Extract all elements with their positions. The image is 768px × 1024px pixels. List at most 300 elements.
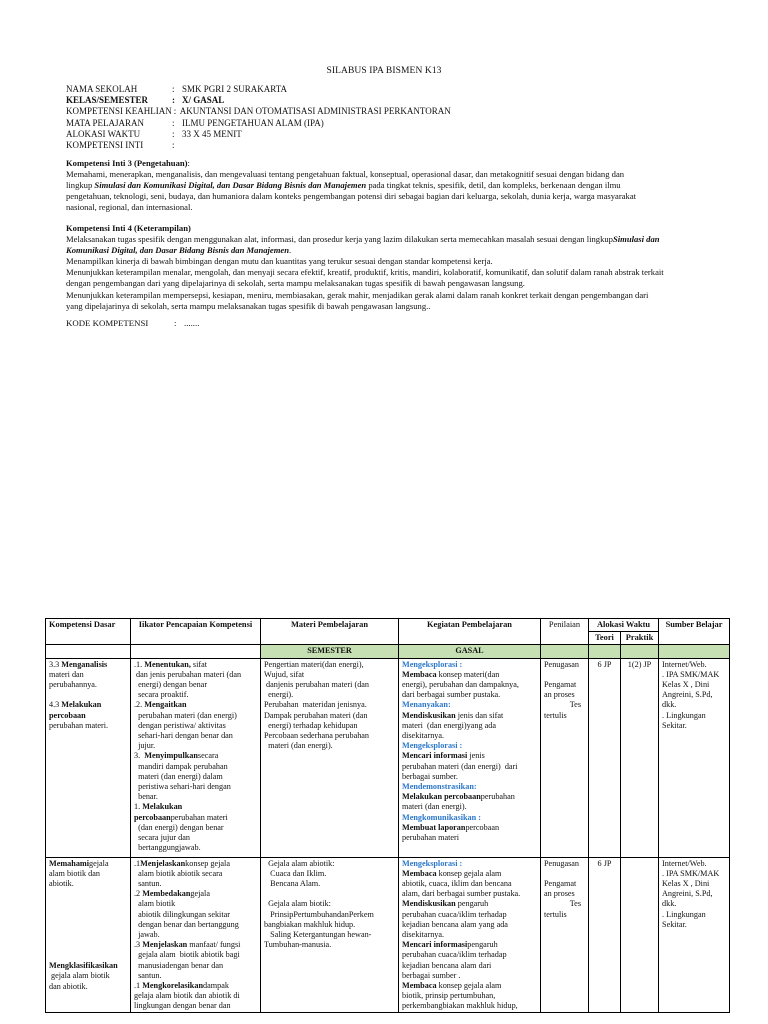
cell-line [134, 869, 257, 879]
cell-line: Sekitar. [662, 919, 687, 929]
cell-line [134, 991, 257, 1001]
ki4-line [66, 234, 702, 245]
cell-text: 4.3 [49, 700, 62, 710]
cell-line [402, 751, 537, 761]
cell-text: disekitarnya. [402, 731, 445, 741]
step-heading: Mengkomunikasikan : [402, 812, 481, 822]
praktik-value: 1(2) JP [627, 659, 652, 669]
col-header-materi: Materi Pembelajaran [261, 619, 399, 645]
identity-header [66, 84, 451, 151]
cell-line: dkk. [662, 899, 677, 909]
cell-text: .2. [134, 700, 145, 710]
cell-line [402, 731, 537, 741]
cell-line [402, 680, 537, 690]
step-heading: Mendemonstrasikan: [402, 782, 477, 792]
ki4-line: Menunjukkan keterampilan menalar, mengolah, dan menyaji secara efektif, kreatif, produktif, kritis, mandiri, kolaboratif, komunikatif, dan solutif dalam ranah abstrak terkait [66, 267, 664, 278]
ki4-emphasis: Simulasi dan [612, 234, 660, 245]
cell-line [134, 711, 257, 721]
cell-text: biotik, prinsip pertumbuhan, [402, 991, 496, 1001]
kode-value: ....... [184, 318, 200, 328]
cell-line [264, 889, 395, 899]
col-header-penilaian: Penilaian [541, 619, 589, 645]
kd-lines [49, 859, 127, 1011]
cell-text: dan abiotik. [49, 981, 88, 991]
materi-lines [264, 859, 395, 1011]
step-heading: Mengeksplorasi : [402, 858, 463, 868]
cell-line [134, 680, 257, 690]
kegiatan-lines [402, 859, 537, 1011]
header-label: MATA PELAJARAN [66, 117, 145, 128]
cell-emphasis: Membuat laporan [402, 822, 466, 832]
ki3-heading: Kompetensi Inti 3 (Pengetahuan) [66, 158, 188, 168]
cell-line [134, 751, 257, 761]
cell-text: dari berbagai sumber pustaka. [402, 690, 501, 700]
cell-line [134, 670, 257, 680]
cell-text: secara jujur dan [134, 833, 190, 843]
cell-emphasis: Melakukan [61, 700, 102, 710]
cell-line: tertulis [544, 909, 567, 919]
cell-line: Dampak perubahan materi (dan [264, 710, 368, 720]
cell-line [49, 869, 127, 879]
semester-label: SEMESTER [261, 645, 399, 658]
cell-line [134, 930, 257, 940]
cell-line [402, 961, 537, 971]
cell-line [402, 869, 537, 879]
cell-text: berbagai sumber. [402, 771, 458, 781]
cell-line: Percobaan sederhana perubahan [264, 731, 370, 741]
cell-text: konsep gejala alam [436, 868, 502, 878]
cell-line [134, 859, 257, 869]
semester-fill [541, 645, 589, 658]
cell-line: . Lingkungan [662, 710, 706, 720]
cell-text: manfaat/ fungsi [187, 940, 241, 950]
cell-text: perubahan [480, 792, 515, 802]
cell-line: Cuaca dan Iklim. [264, 868, 327, 878]
header-label: KOMPETENSI INTI [66, 140, 144, 151]
cell-line: Internet/Web. [662, 659, 707, 669]
header-value: X/ GASAL [182, 95, 225, 106]
teori-value: 6 JP [597, 659, 612, 669]
cell-text: materi (dan energi). [402, 802, 467, 812]
cell-sumber [659, 857, 730, 1012]
cell-text: santun. [134, 970, 162, 980]
cell-emphasis: Mengkorelasikan [142, 981, 203, 991]
document-title: SILABUS IPA BISMEN K13 [326, 66, 442, 76]
cell-materi [261, 857, 399, 1012]
cell-line: Gejala alam abiotik: [264, 858, 335, 868]
ipk-lines [134, 660, 257, 856]
cell-text: .1. [134, 659, 145, 669]
cell-line [49, 670, 127, 680]
ki4-line: Menunjukkan keterampilan mempersepsi, kesiapan, meniru, membiasakan, gerak mahir, menjadikan gerak alami dalam ranah konkret terkait dengan pengembangan dari [66, 289, 649, 300]
header-sep: : [172, 84, 175, 94]
cell-emphasis: Mencari informasi [402, 940, 468, 950]
header-label: NAMA SEKOLAH [66, 84, 138, 94]
cell-emphasis: percobaan [49, 710, 86, 720]
cell-text: abiotik, cuaca, iklim dan bencana [402, 879, 512, 889]
step-heading: Mengeksplorasi : [402, 659, 463, 669]
cell-kd [46, 658, 131, 857]
ki3-section [66, 158, 702, 213]
header-row [66, 140, 451, 151]
cell-line [134, 950, 257, 960]
ki4-line: dengan pengembangan dari yang dipelajarinya di sekolah, serta mampu melaksanakan tugas spesifik di bawah pengawasan langsung. [66, 278, 525, 289]
cell-line [134, 731, 257, 741]
cell-line [402, 670, 537, 680]
cell-text: gejala alam biotik abiotik bagi [134, 950, 240, 960]
cell-line [402, 711, 537, 721]
cell-line [134, 660, 257, 670]
ki3-text: lingkup [66, 180, 95, 191]
cell-emphasis: Menentukan, [144, 659, 191, 669]
cell-line [402, 700, 537, 710]
cell-ipk [131, 658, 261, 857]
cell-line: PrinsipPertumbuhandanPerkem [264, 909, 374, 919]
cell-emphasis: Melakukan percobaan [402, 792, 481, 802]
cell-praktik [621, 857, 659, 1012]
cell-emphasis: Mengklasifikasikan [49, 961, 118, 971]
cell-line [134, 889, 257, 899]
cell-text: .2 [134, 889, 143, 899]
cell-text: gejala alam biotik [49, 971, 110, 981]
cell-line [402, 721, 537, 731]
cell-text: perubahan materi. [49, 720, 109, 730]
cell-line [49, 721, 127, 731]
cell-emphasis: Mendiskusikan [402, 710, 456, 720]
table-header-row [46, 619, 730, 632]
cell-emphasis: Memahami [49, 858, 90, 868]
cell-text: sehari-hari dengan benar dan [134, 731, 233, 741]
cell-line: Pengamat [544, 680, 577, 690]
ki3-line [66, 180, 702, 191]
ki3-text: pada tingkat teknis, spesifik, detil, dan kompleks, berkenaan dengan ilmu [366, 180, 621, 191]
cell-text: alam biotik [134, 899, 176, 909]
header-sep: : [172, 117, 175, 128]
cell-text: manusiadengan benar dan [134, 960, 224, 970]
cell-line [134, 940, 257, 950]
cell-line [134, 823, 257, 833]
cell-line [134, 741, 257, 751]
cell-line [402, 879, 537, 889]
cell-text: berbagai sumber . [402, 970, 461, 980]
cell-text: benar. [134, 792, 158, 802]
ki3-line: nasional, regional, dan internasional. [66, 202, 193, 213]
cell-text: pengaruh [455, 899, 489, 909]
kegiatan-lines [402, 660, 537, 856]
cell-line [49, 680, 127, 690]
cell-line [402, 950, 537, 960]
sumber-lines [662, 660, 726, 856]
cell-line [402, 899, 537, 909]
cell-text: bertanggungjawab. [134, 843, 201, 853]
col-header-kd: Kompetensi Dasar [46, 619, 131, 645]
cell-text: 1. [134, 802, 143, 812]
header-sep: : [172, 128, 175, 139]
ki4-text: . [289, 245, 292, 256]
cell-line [402, 782, 537, 792]
cell-line [402, 802, 537, 812]
cell-line [134, 843, 257, 853]
cell-line [402, 690, 537, 700]
cell-text: perubahan materi (dan energi) dari [402, 761, 518, 771]
cell-line [49, 961, 127, 971]
cell-line [544, 670, 585, 680]
ki4-section [66, 223, 702, 312]
cell-line [402, 772, 537, 782]
cell-line: tertulis [544, 710, 567, 720]
cell-line: Tumbuhan-manusia. [264, 940, 332, 950]
ki4-line: Menampilkan kinerja di bawah bimbingan dengan mutu dan kuantitas yang terukur sesuai dengan standar kompetensi kerja. [66, 256, 493, 267]
cell-line: . IPA SMK/MAK [662, 669, 720, 679]
cell-line [49, 690, 127, 700]
semester-blank [131, 645, 261, 658]
cell-line: Pengertian materi(dan energi), [264, 659, 364, 669]
cell-line [134, 802, 257, 812]
ki4-emphasis: Komunikasi Digital, dan Dasar Bidang Bisnis dan Manajemen [66, 245, 290, 256]
cell-line [402, 910, 537, 920]
cell-line: energi). [264, 690, 294, 700]
cell-text: materi (dan energi)yang ada [402, 720, 496, 730]
cell-line [402, 823, 537, 833]
ki3-emphasis: Simulasi dan Komunikasi Digital, dan Dasar Bidang Bisnis dan Manajemen [94, 180, 367, 191]
cell-line [402, 833, 537, 843]
header-value: AKUNTANSI DAN OTOMATISASI ADMINISTRASI PERKANTORAN [179, 106, 451, 117]
cell-text: kejadian bencana alam dari [402, 960, 492, 970]
cell-line [134, 981, 257, 991]
cell-text: perubahan cuaca/iklim terhadap [402, 909, 507, 919]
cell-line [402, 981, 537, 991]
cell-line [402, 889, 537, 899]
kode-kompetensi [66, 318, 199, 328]
table-row [46, 658, 730, 857]
cell-text: dan jenis perubahan materi (dan [134, 669, 242, 679]
semester-blank [46, 645, 131, 658]
cell-text: energi) dengan benar [134, 680, 208, 690]
ki3-line: Memahami, menerapkan, menganalisis, dan mengevaluasi tentang pengetahuan faktual, konseptual, operasional dasar, dan metakognitif sesuai dengan bidang dan [66, 169, 625, 180]
cell-teori [589, 658, 621, 857]
ki4-line: yang dipelajarinya di sekolah, serta mampu melaksanakan tugas spesifik di bawah pengawasan langsung.. [66, 300, 431, 311]
cell-line [49, 971, 127, 981]
cell-kegiatan [399, 658, 541, 857]
step-heading: Menanyakan: [402, 700, 451, 710]
header-sep: : [173, 106, 177, 117]
cell-line: Pengamat [544, 879, 577, 889]
materi-lines [264, 660, 395, 856]
cell-text: .1 [134, 981, 143, 991]
teori-value: 6 JP [597, 858, 612, 868]
cell-text: abiotik dilingkungan sekitar [134, 909, 230, 919]
cell-line [134, 910, 257, 920]
cell-emphasis: Membaca [402, 981, 437, 991]
cell-text: sifat [190, 659, 208, 669]
cell-line: materi (dan energi). [264, 741, 333, 751]
cell-text: materi dan [49, 669, 84, 679]
col-header-sumber: Sumber Belajar [659, 619, 730, 645]
cell-line: an proses [544, 889, 575, 899]
cell-text: alam, dari berbagai sumber pustaka. [402, 889, 521, 899]
col-header-ipk: Iikator Pencapaian Kompetensi [131, 619, 261, 645]
cell-text: jujur. [134, 741, 156, 751]
cell-line [134, 879, 257, 889]
cell-line [134, 961, 257, 971]
cell-text: konsep gejala alam [436, 981, 502, 991]
cell-text: .3 [134, 940, 143, 950]
ki4-line [66, 245, 702, 256]
kd-lines [49, 660, 127, 856]
kd-top [49, 859, 127, 890]
cell-line: Kelas X , Dini [662, 680, 710, 690]
cell-text: kejadian bencana alam yang ada [402, 919, 508, 929]
cell-line [134, 700, 257, 710]
ki4-text: Melaksanakan tugas spesifik dengan menggunakan alat, informasi, dan prosedur kerja yang lazim dilakukan serta memecahkan masalah sesuai dengan lingkup [66, 234, 613, 245]
cell-line: . Lingkungan [662, 909, 706, 919]
header-sep: : [172, 140, 175, 151]
cell-line [134, 920, 257, 930]
cell-line [402, 1001, 537, 1010]
cell-emphasis: Menyimpulkan [144, 751, 198, 761]
cell-line: Tes [569, 899, 581, 909]
cell-ipk [131, 857, 261, 1012]
semester-fill [621, 645, 659, 658]
cell-text: gejala [89, 858, 109, 868]
cell-line: Sekitar. [662, 720, 687, 730]
cell-line [402, 792, 537, 802]
cell-line [49, 700, 127, 710]
cell-emphasis: Mendiskusikan [402, 899, 456, 909]
col-header-teori: Teori [589, 632, 621, 645]
cell-line: danjenis perubahan materi (dan [264, 680, 370, 690]
cell-emphasis: Menganalisis [61, 659, 108, 669]
cell-text: secara [197, 751, 219, 761]
cell-text: alam biotik dan [49, 868, 100, 878]
cell-line [134, 762, 257, 772]
cell-line [134, 772, 257, 782]
cell-text: dengan peristiwa/ aktivitas [134, 720, 226, 730]
cell-text: energi), perubahan dan dampaknya, [402, 680, 519, 690]
cell-penilaian [541, 857, 589, 1012]
header-row [66, 95, 451, 106]
cell-line: Saling Ketergantungan hewan- [264, 930, 372, 940]
cell-text: jenis dan sifat [455, 710, 504, 720]
cell-text: perubahannya. [49, 680, 97, 690]
cell-line [134, 833, 257, 843]
cell-text: pengaruh [467, 940, 498, 950]
cell-line [134, 971, 257, 981]
cell-text: perubahan materi [170, 812, 228, 822]
header-label: KELAS/SEMESTER [66, 95, 149, 106]
cell-line: dkk. [662, 700, 677, 710]
cell-line [134, 782, 257, 792]
cell-line [49, 982, 127, 992]
cell-line: . IPA SMK/MAK [662, 868, 720, 878]
semester-row [46, 645, 730, 658]
step-heading: Mengeksplorasi : [402, 741, 463, 751]
cell-line [49, 660, 127, 670]
cell-line [134, 899, 257, 909]
cell-line: Wujud, sifat [264, 669, 305, 679]
col-header-praktik: Praktik [621, 632, 659, 645]
cell-line: Perubahan materidan jenisnya. [264, 700, 367, 710]
cell-text: alam biotik abiotik secara [134, 868, 223, 878]
cell-line: an proses [544, 690, 575, 700]
cell-line: Penugasan [544, 858, 580, 868]
cell-kegiatan [399, 857, 541, 1012]
cell-text: materi (dan energi) dalam [134, 771, 223, 781]
cell-text: mandiri dampak perubahan [134, 761, 228, 771]
cell-emphasis: Membaca [402, 669, 437, 679]
cell-line [402, 930, 537, 940]
ki3-line: pengetahuan, teknologi, seni, budaya, dan humaniora dalam konteks pengembangan potensi diri sebagai bagian dari keluarga, sekolah, dunia kerja, warga masyarakat [66, 191, 637, 202]
header-row [66, 84, 451, 95]
cell-text: abiotik. [49, 879, 74, 889]
cell-text: lingkungan dengan benar dan [134, 1001, 231, 1011]
cell-line: Gejala alam biotik: [264, 899, 331, 909]
cell-line [544, 869, 585, 879]
cell-text: dampak [203, 981, 229, 991]
cell-line: energi) terhadap kehidupan [264, 720, 358, 730]
penilaian-lines [544, 660, 585, 856]
ipk-lines [134, 859, 257, 1011]
cell-text: gejala [190, 889, 210, 899]
cell-praktik [621, 658, 659, 857]
cell-text: (dan energi) dengan benar [134, 822, 224, 832]
header-row [66, 106, 451, 117]
ki3-heading-suffix: : [187, 158, 190, 168]
cell-teori [589, 857, 621, 1012]
syllabus-table [45, 618, 730, 1013]
cell-line: Angreini, S.Pd, [662, 690, 713, 700]
header-value: ILMU PENGETAHUAN ALAM (IPA) [182, 117, 324, 128]
cell-text: perkembangbiakan makhluk hidup, [402, 1001, 518, 1011]
cell-line: Internet/Web. [662, 858, 707, 868]
cell-line [402, 991, 537, 1001]
cell-line [49, 879, 127, 889]
cell-line [49, 711, 127, 721]
cell-text: percobaan [465, 822, 500, 832]
semester-fill [589, 645, 621, 658]
cell-text: jenis [467, 751, 485, 761]
cell-emphasis: Mengaitkan [144, 700, 187, 710]
cell-penilaian [541, 658, 589, 857]
ki4-heading: Kompetensi Inti 4 (Keterampilan) [66, 223, 191, 233]
cell-text: dengan benar dan bertanggung [134, 919, 239, 929]
cell-sumber [659, 658, 730, 857]
cell-materi [261, 658, 399, 857]
kd-bottom [49, 961, 127, 992]
cell-line [134, 721, 257, 731]
cell-text: 3.3 [49, 659, 62, 669]
cell-line [402, 660, 537, 670]
penilaian-lines [544, 859, 585, 1011]
cell-text: disekitarnya. [402, 930, 445, 940]
semester-value: GASAL [399, 645, 541, 658]
cell-line: bangbiakan makhluk hidup. [264, 919, 356, 929]
cell-line [134, 813, 257, 823]
cell-emphasis: percobaan [134, 812, 171, 822]
cell-line [402, 741, 537, 751]
cell-text: perubahan materi [402, 833, 460, 843]
header-label: KOMPETENSI KEAHLIAN [66, 106, 172, 117]
cell-emphasis: Menjelaskan [142, 940, 188, 950]
cell-kd [46, 857, 131, 1012]
cell-text: secara proaktif. [134, 690, 189, 700]
cell-emphasis: Melakukan [142, 802, 183, 812]
header-value: 33 X 45 MENIT [182, 128, 242, 139]
kode-label: KODE KOMPETENSI [66, 318, 149, 328]
cell-line [134, 792, 257, 802]
ki3-heading-line [66, 158, 702, 169]
cell-line [402, 859, 537, 869]
